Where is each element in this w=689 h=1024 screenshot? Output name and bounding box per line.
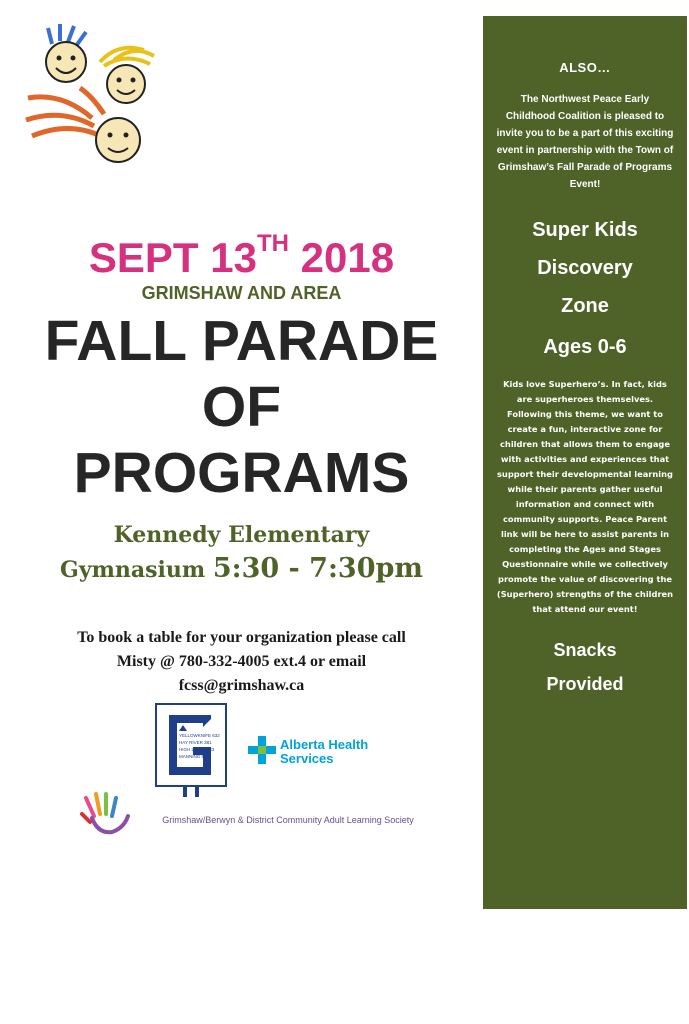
ahs-name-line: Alberta Health bbox=[280, 737, 369, 752]
event-time: 5:30 - 7:30pm bbox=[212, 553, 423, 584]
side-panel bbox=[483, 16, 687, 909]
venue-info bbox=[0, 518, 483, 587]
panel-description: Kids love Superhero’s. In fact, kids are superheroes themselves. Following this theme, we want to create a fun, interactive zone for children that allows them to engage with activities and experiences that support their developmental learning while their parents gather useful information and connect with community supports. Peace Parent link will be here to assist parents in completing the Ages and Stages Questionnaire while we collectively promote the value of discovering the (Superhero) strengths of the children that attend our event! bbox=[496, 379, 674, 614]
event-title bbox=[0, 308, 483, 506]
event-title-line: FALL PARADE bbox=[44, 309, 439, 373]
panel-zone-line: Zone bbox=[561, 295, 609, 317]
booking-line: Misty @ 780-332-4005 ext.4 or email bbox=[116, 653, 367, 670]
society-name: Grimshaw/Berwyn & District Community Adult Learning Society bbox=[162, 815, 414, 825]
event-date bbox=[0, 226, 483, 282]
panel-also-heading: ALSO… bbox=[559, 60, 611, 75]
sign-row: YELLOWKNIFE 632 bbox=[179, 733, 220, 738]
panel-ages: Ages 0-6 bbox=[543, 336, 627, 358]
booking-line: To book a table for your organization please call bbox=[77, 629, 406, 646]
event-date-suffix: TH bbox=[256, 230, 289, 257]
sign-row: HAY RIVER 381 bbox=[179, 740, 212, 745]
sign-row: MANNING 52 bbox=[179, 754, 207, 759]
grimshaw-sign-logo bbox=[155, 703, 227, 799]
panel-snacks-line: Snacks bbox=[553, 640, 617, 660]
panel-snacks bbox=[495, 633, 675, 701]
ahs-cross-icon bbox=[248, 734, 276, 766]
booking-email[interactable]: fcss@grimshaw.ca bbox=[178, 677, 305, 694]
event-date-main: SEPT 13 bbox=[88, 234, 257, 281]
venue-name: Kennedy Elementary bbox=[113, 522, 370, 548]
panel-zone-line: Discovery bbox=[537, 257, 633, 279]
panel-snacks-line: Provided bbox=[546, 674, 624, 694]
panel-zone-line: Super Kids bbox=[532, 219, 638, 241]
panel-zone-title bbox=[495, 211, 675, 325]
area-subtitle: GRIMSHAW AND AREA bbox=[141, 283, 342, 303]
event-title-line: PROGRAMS bbox=[73, 441, 410, 505]
ahs-name-line: Services bbox=[280, 751, 334, 766]
kids-faces-illustration bbox=[22, 22, 162, 172]
event-date-year: 2018 bbox=[288, 234, 395, 281]
panel-coalition-text: The Northwest Peace Early Childhood Coalition is pleased to invite you to be a part of this exciting event in partnership with the Town of Grimshaw’s Fall Parade of Programs Event! bbox=[496, 94, 674, 190]
alberta-health-services-logo bbox=[248, 734, 369, 771]
event-title-line: OF bbox=[201, 375, 282, 439]
booking-info bbox=[0, 626, 483, 698]
venue-room: Gymnasium bbox=[60, 557, 213, 583]
handprint-logo bbox=[78, 792, 132, 838]
sign-row: HIGH LEVEL 183 bbox=[179, 747, 215, 752]
